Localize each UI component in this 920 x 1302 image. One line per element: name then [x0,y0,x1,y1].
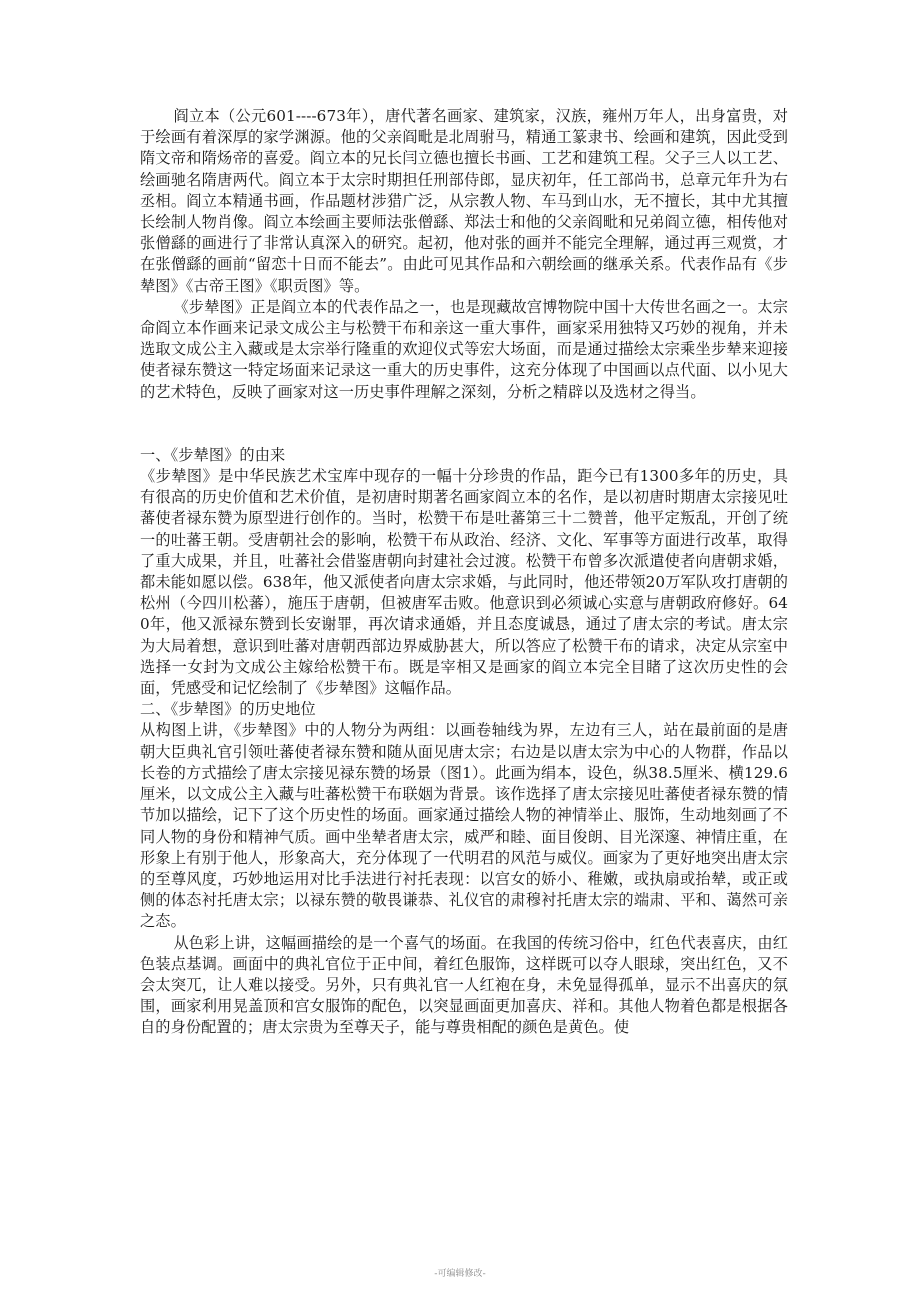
intro-paragraph-author: 阎立本（公元601----673年），唐代著名画家、建筑家，汉族，雍州万年人，出身富贵，对于绘画有着深厚的家学渊源。他的父亲阎毗是北周驸马，精通工篆隶书、绘画和建筑，因此受到隋文帝和隋炀帝的喜爱。阎立本的兄长闫立德也擅长书画、工艺和建筑工程。父子三人以工艺、绘画驰名隋唐两代。阎立本于太宗时期担任刑部侍郎，显庆初年，任工部尚书，总章元年升为右丞相。阎立本精通书画，作品题材涉猎广泛，从宗教人物、车马到山水，无不擅长，其中尤其擅长绘制人物肖像。阎立本绘画主要师法张僧繇、郑法士和他的父亲阎毗和兄弟阎立德，相传他对张僧繇的画进行了非常认真深入的研究。起初，他对张的画并不能完全理解，通过再三观赏，才在张僧繇的画前“留恋十日而不能去”。由此可见其作品和六朝绘画的继承关系。代表作品有《步辇图》《古帝王图》《职贡图》等。 [140,107,788,295]
intro-paragraph-painting: 《步辇图》正是阎立本的代表作品之一，也是现藏故宫博物院中国十大传世名画之一。太宗命阎立本作画来记录文成公主与松赞干布和亲这一重大事件，画家采用独特又巧妙的视角，并未选取文成公主入藏或是太宗举行隆重的欢迎仪式等宏大场面，而是通过描绘太宗乘坐步辇来迎接使者禄东赞这一特定场面来记录这一重大的历史事件，这充分体现了中国画以点代面、以小见大的艺术特色，反映了画家对这一历史事件理解之深刻，分析之精辟以及选材之得当。 [140,297,788,401]
section-body-composition: 从构图上讲，《步辇图》中的人物分为两组：以画卷轴线为界，左边有三人，站在最前面的是唐朝大臣典礼官引领吐蕃使者禄东赞和随从面见唐太宗；右边是以唐太宗为中心的人物群，作品以长卷的方式描绘了唐太宗接见禄东赞的场景（图1）。此画为绢本，设色，纵38.5厘米、横129.6厘米，以文成公主入藏与吐蕃松赞干布联姻为背景。该作选择了唐太宗接见吐蕃使者禄东赞的情节加以描绘，记下了这个历史性的场面。画家通过描绘人物的神情举止、服饰，生动地刻画了不同人物的身份和精神气质。画中坐辇者唐太宗，威严和睦、面目俊朗、目光深邃、神情庄重，在形象上有别于他人，形象高大，充分体现了一代明君的风范与威仪。画家为了更好地突出唐太宗的至尊风度，巧妙地运用对比手法进行衬托表现：以宫女的娇小、稚嫩，或执扇或抬辇，或正或侧的体态衬托唐太宗；以禄东赞的敬畏谦恭、礼仪官的肃穆衬托唐太宗的端肃、平和、蔼然可亲之态。 [140,721,788,931]
paragraph-spacer [140,403,788,445]
section-body-color: 从色彩上讲，这幅画描绘的是一个喜气的场面。在我国的传统习俗中，红色代表喜庆，由红色装点基调。画面中的典礼官位于正中间，着红色服饰，这样既可以夺人眼球，突出红色，又不会太突兀，让人难以接受。另外，只有典礼官一人红袍在身，未免显得孤单，显示不出喜庆的氛围，画家利用晃盖顶和宫女服饰的配色，以突显画面更加喜庆、祥和。其他人物着色都是根据各自的身份配置的；唐太宗贵为至尊天子，能与尊贵相配的颜色是黄色。使 [140,933,788,1037]
section-heading-status: 二、《步辇图》的历史地位 [140,700,316,719]
document-body [140,106,788,1039]
section-body-origin: 《步辇图》是中华民族艺术宝库中现存的一幅十分珍贵的作品，距今已有1300多年的历史，具有很高的历史价值和艺术价值，是初唐时期著名画家阎立本的名作，是以初唐时期唐太宗接见吐蕃使者禄东赞为原型进行创作的。当时，松赞干布是吐蕃第三十二赞普，他平定叛乱，开创了统一的吐蕃王朝。受唐朝社会的影响，松赞干布从政治、经济、文化、军事等方面进行改革，取得了重大成果，并且，吐蕃社会借鉴唐朝向封建社会过渡。松赞干布曾多次派遣使者向唐朝求婚，都未能如愿以偿。638年，他又派使者向唐太宗求婚，与此同时，他还带领20万军队攻打唐朝的松州（今四川松蕃），施压于唐朝，但被唐军击败。他意识到必须诚心实意与唐朝政府修好。640年，他又派禄东赞到长安谢罪，再次请求通婚，并且态度诚恳，通过了唐太宗的考试。唐太宗为大局着想，意识到吐蕃对唐朝西部边界威胁甚大，所以答应了松赞干布的请求，决定从宗室中选择一女封为文成公主嫁给松赞干布。既是宰相又是画家的阎立本完全目睹了这次历史性的会面，凭感受和记忆绘制了《步辇图》这幅作品。 [140,467,788,698]
section-heading-origin: 一、《步辇图》的由来 [140,445,286,464]
page-footer: -可编辑修改- [434,1269,486,1279]
